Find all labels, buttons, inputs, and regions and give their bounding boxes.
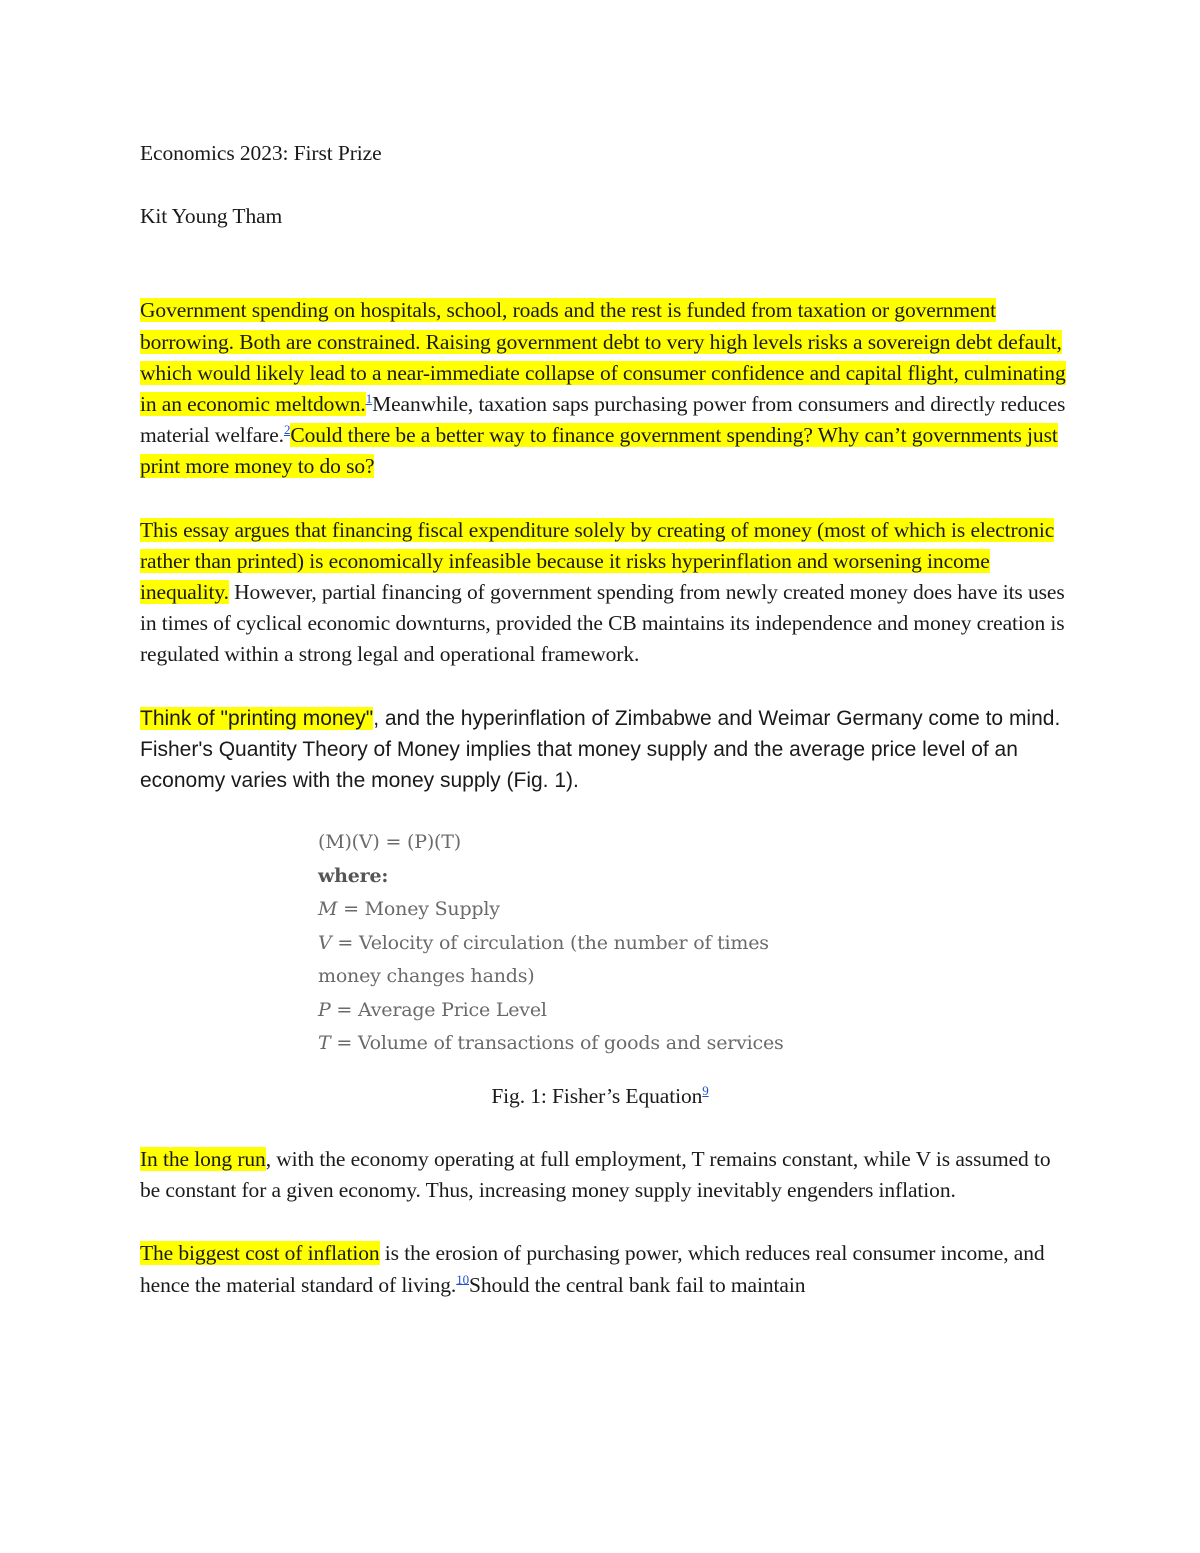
body-text: , and the hyperinflation of Zimbabwe and Weimar Germany come to mind. Fisher's Quantity Theory of Money implies that money supply and the average price level of an economy varies with the money supply (Fig. 1). [140,706,1061,793]
document-page [140,138,1070,1301]
equation-where: where: [318,864,389,887]
equation-main: (M)(V) = (P)(T) [318,831,461,854]
equation-def-m: M = Money Supply [318,898,500,921]
footnote-link[interactable]: 2 [283,422,291,438]
equation-def-v-cont: money changes hands) [318,965,535,988]
highlighted-text: In the long run [140,1146,266,1171]
footnote-link[interactable]: 10 [456,1271,470,1287]
body-text: Meanwhile, taxation saps purchasing power from consumers and directly reduces material welfare. [140,392,1066,448]
highlighted-text: The biggest cost of inflation [140,1241,380,1266]
highlighted-text: Government spending on hospitals, school, roads and the rest is funded from taxation or government borrowing. Both are constrained. Raising government debt to very high levels risks a sovereign debt default, which would likely lead to a near-immediate collapse of consumer confidence and capital flight, culminating in an economic meltdown. [140,298,1066,417]
body-text: is the erosion of purchasing power, which reduces real consumer income, and hence the material standard of living. [140,1241,1045,1297]
paragraph-long-run [140,1144,1070,1206]
essay-title: Economics 2023: First Prize [140,141,382,165]
paragraph-thesis [140,515,1070,671]
footnote-link[interactable]: 9 [702,1082,709,1098]
paragraph-printing-money [140,703,1070,797]
equation-def-t: T = Volume of transactions of goods and services [318,1032,784,1055]
highlighted-text: Think of "printing money" [140,706,374,730]
body-text: , with the economy operating at full employment, T remains constant, while V is assumed to be constant for a given economy. Thus, increasing money supply inevitably engenders inflation. [140,1146,1051,1203]
body-text: Should the central bank fail to maintain [469,1272,806,1297]
paragraph-inflation-cost [140,1238,1070,1300]
highlighted-text: This essay argues that financing fiscal expenditure solely by creating of money (most of which is electronic rather than printed) is economically infeasible because it risks hyperinflation and worsening income inequality. [140,517,1055,605]
paragraph-intro [140,295,1070,482]
author-name: Kit Young Tham [140,204,283,229]
equation-def-v: V = Velocity of circulation (the number of times [318,931,769,954]
highlighted-text: Could there be a better way to finance government spending? Why can’t governments just print more money to do so? [140,423,1058,479]
figure-caption: Fig. 1: Fisher’s Equation$^9$ [491,1082,709,1108]
footnote-link[interactable]: 1 [365,390,373,406]
equation-def-p: P = Average Price Level [318,998,547,1021]
body-text: However, partial financing of government spending from newly created money does have its uses in times of cyclical economic downturns, provided the CB maintains its independence and money creation is regulated within a strong legal and operational framework. [140,580,1065,667]
fisher-equation-figure [318,826,1070,1061]
